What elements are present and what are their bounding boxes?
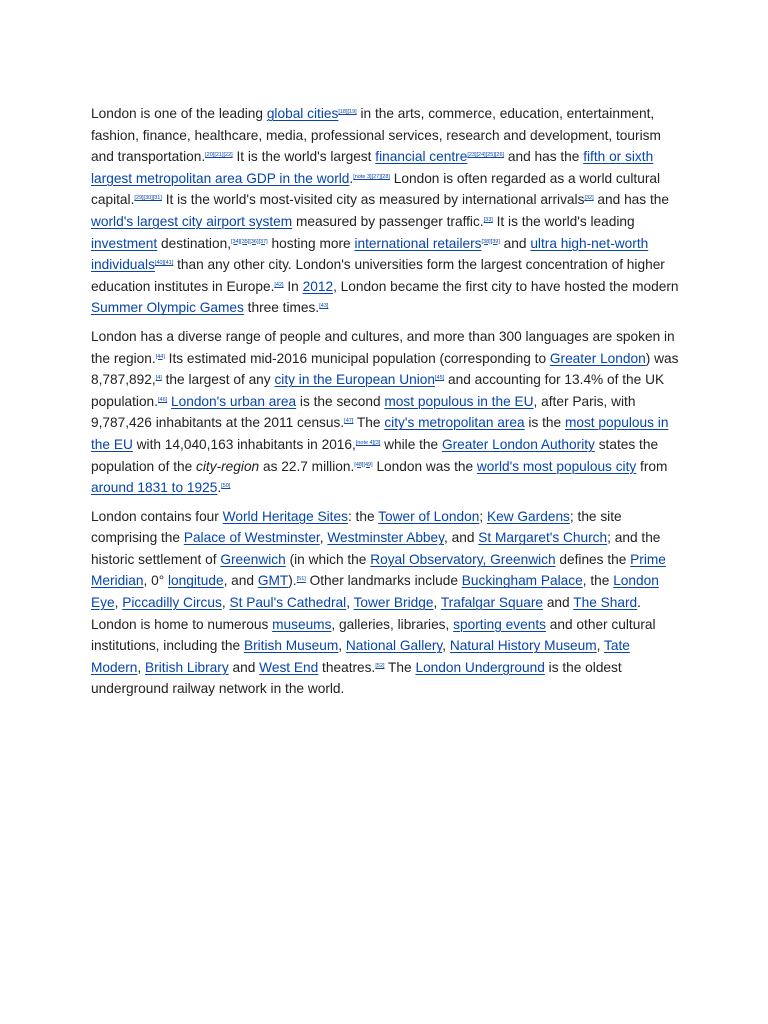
- body-text: ).: [288, 573, 297, 589]
- body-text: the largest of any: [161, 372, 275, 388]
- body-text: Other landmarks include: [305, 573, 462, 589]
- body-text: ,: [137, 659, 146, 675]
- body-text: ,: [346, 595, 354, 611]
- body-text: , and: [444, 530, 479, 546]
- link-piccadilly-circus[interactable]: Piccadilly Circus: [122, 595, 222, 611]
- link-greater-london-authority[interactable]: Greater London Authority: [441, 436, 595, 452]
- body-text: while the: [380, 436, 442, 452]
- body-text: It is the world's largest: [232, 149, 376, 165]
- link-greenwich[interactable]: Greenwich: [220, 551, 286, 567]
- link-most-populous-in-the-eu[interactable]: most populous in the EU: [91, 415, 669, 452]
- body-text: and accounting for 13.4% of the UK population.: [91, 372, 665, 409]
- link-international-retailers[interactable]: international retailers: [354, 235, 482, 251]
- citation-ref[interactable]: [45]: [435, 375, 445, 382]
- citation-ref[interactable]: [29][30][31]: [134, 195, 162, 202]
- citation-ref[interactable]: [51]: [296, 576, 306, 583]
- link-sporting-events[interactable]: sporting events: [453, 616, 546, 632]
- body-text: ,: [221, 595, 230, 611]
- body-text: is the: [524, 415, 565, 431]
- body-text: London is often regarded as a world cultural capital.: [91, 170, 661, 208]
- link-buckingham-palace[interactable]: Buckingham Palace: [461, 573, 583, 589]
- link-investment[interactable]: investment: [91, 235, 158, 251]
- link-st-margaret-s-church[interactable]: St Margaret's Church: [478, 530, 608, 546]
- link-financial-centre[interactable]: financial centre: [375, 149, 468, 165]
- body-text: ,: [596, 638, 605, 654]
- link-london-underground[interactable]: London Underground: [415, 659, 545, 675]
- body-text: The: [353, 415, 385, 431]
- body-text: , 0°: [143, 573, 168, 589]
- citation-ref[interactable]: [34][35][36][37]: [231, 238, 268, 245]
- link-longitude[interactable]: longitude: [168, 573, 224, 589]
- link-london-eye[interactable]: London Eye: [91, 573, 659, 611]
- body-text: .: [217, 480, 222, 496]
- body-text: ,: [338, 638, 346, 654]
- body-text: with 14,040,163 inhabitants in 2016,: [132, 436, 356, 452]
- link-royal-observatory-greenwich[interactable]: Royal Observatory, Greenwich: [370, 551, 556, 567]
- body-text: Its estimated mid-2016 municipal population (corresponding to: [164, 350, 550, 366]
- body-text: ) was 8,787,892,: [91, 350, 679, 388]
- body-text: ; the site comprising the: [91, 508, 622, 546]
- citation-ref[interactable]: [46]: [157, 396, 168, 403]
- body-text: measured by passenger traffic.: [292, 213, 484, 229]
- body-text: ;: [479, 508, 487, 524]
- link-westminster-abbey[interactable]: Westminster Abbey: [327, 530, 444, 546]
- emphasis-text: city-region: [196, 458, 260, 474]
- link-museums[interactable]: museums: [272, 616, 332, 632]
- link-palace-of-westminster[interactable]: Palace of Westminster: [183, 530, 320, 546]
- link-most-populous-in-the-eu[interactable]: most populous in the EU: [384, 393, 534, 409]
- link-2012[interactable]: 2012: [302, 278, 334, 294]
- link-tower-bridge[interactable]: Tower Bridge: [353, 595, 434, 611]
- body-text: (in which the: [285, 551, 371, 567]
- link-greater-london[interactable]: Greater London: [549, 350, 646, 366]
- citation-ref[interactable]: [23][24][25][26]: [467, 152, 505, 159]
- body-text: . London is home to numerous: [91, 595, 641, 632]
- body-text: defines the: [555, 551, 631, 567]
- body-text: states the population of the: [91, 436, 659, 474]
- body-text: It is the world's most-visited city as measured by international arrivals: [161, 192, 585, 208]
- citation-ref[interactable]: [48][49]: [354, 461, 373, 468]
- body-text: is the oldest underground railway network in the world.: [91, 659, 622, 697]
- link-city-s-metropolitan-area[interactable]: city's metropolitan area: [384, 415, 525, 431]
- citation-ref[interactable]: [33]: [483, 217, 493, 224]
- citation-ref[interactable]: [20][21][22]: [205, 152, 233, 159]
- body-text: ,: [319, 530, 328, 546]
- link-fifth-or-sixth-largest-metropolitan-area-gdp-in-the-world[interactable]: fifth or sixth largest metropolitan area GDP in the world: [91, 149, 654, 186]
- link-kew-gardens[interactable]: Kew Gardens: [486, 508, 570, 524]
- link-west-end[interactable]: West End: [259, 659, 319, 675]
- body-text: London is one of the leading: [91, 106, 267, 121]
- body-text: London has a diverse range of people and cultures, and more than 300 languages are spoken in the region.: [91, 328, 675, 366]
- citation-ref[interactable]: [note 4][3]: [355, 439, 381, 446]
- body-text: is the second: [296, 393, 385, 409]
- link-world-s-most-populous-city[interactable]: world's most populous city: [476, 458, 637, 474]
- link-summer-olympic-games[interactable]: Summer Olympic Games: [91, 300, 244, 316]
- body-text: and other cultural institutions, including the: [91, 616, 656, 654]
- link-global-cities[interactable]: global cities: [266, 106, 339, 121]
- body-text: ,: [114, 595, 123, 611]
- citation-ref[interactable]: [52]: [375, 662, 385, 669]
- body-text: and: [228, 659, 260, 675]
- link-tate-modern[interactable]: Tate Modern: [91, 638, 630, 675]
- link-british-library[interactable]: British Library: [145, 659, 229, 675]
- body-text: London was the: [372, 458, 477, 474]
- citation-ref[interactable]: [40][41]: [154, 260, 174, 267]
- body-text: and: [499, 235, 531, 251]
- body-text: .: [349, 170, 354, 186]
- body-text: ,: [433, 595, 441, 611]
- link-trafalgar-square[interactable]: Trafalgar Square: [440, 595, 544, 611]
- body-text: The: [384, 659, 416, 675]
- body-text: and: [543, 595, 574, 611]
- citation-ref[interactable]: [50]: [221, 483, 231, 490]
- citation-ref[interactable]: [47]: [344, 418, 354, 425]
- body-text: in the arts, commerce, education, entertainment, fashion, finance, healthcare, media, professional services, research and development, tourism and transportation.: [91, 106, 661, 165]
- citation-ref[interactable]: [44]: [155, 353, 165, 360]
- body-text: three times.: [243, 300, 320, 316]
- body-text: It is the world's leading: [492, 213, 635, 229]
- body-text: , London became the first city to have hosted the modern: [333, 278, 679, 294]
- citation-ref[interactable]: [38][39]: [481, 238, 500, 245]
- link-the-shard[interactable]: The Shard: [573, 595, 638, 611]
- body-text: theatres.: [318, 659, 376, 675]
- link-around-1831-to-1925[interactable]: around 1831 to 1925: [91, 480, 218, 496]
- body-text: , galleries, libraries,: [331, 616, 454, 632]
- body-text: , after Paris, with 9,787,426 inhabitants at the 2011 census.: [91, 393, 636, 431]
- body-text: ; and the historic settlement of: [91, 530, 661, 567]
- citation-ref[interactable]: [42]: [274, 281, 284, 288]
- link-ultra-high-net-worth-individuals[interactable]: ultra high-net-worth individuals: [91, 235, 649, 273]
- body-text: as 22.7 million.: [259, 458, 355, 474]
- link-world-s-largest-city-airport-system[interactable]: world's largest city airport system: [91, 213, 293, 229]
- link-gmt[interactable]: GMT: [257, 573, 289, 589]
- link-tower-of-london[interactable]: Tower of London: [378, 508, 480, 524]
- link-world-heritage-sites[interactable]: World Heritage Sites: [222, 508, 348, 524]
- citation-ref[interactable]: [43]: [319, 303, 329, 310]
- link-city-in-the-european-union[interactable]: city in the European Union: [274, 372, 435, 388]
- paragraph-global-city: [91, 103, 681, 319]
- body-text: ,: [442, 638, 450, 654]
- link-british-museum[interactable]: British Museum: [243, 638, 339, 654]
- body-text: , the: [582, 573, 614, 589]
- body-text: London contains four: [91, 508, 223, 524]
- citation-ref[interactable]: [32]: [584, 195, 594, 202]
- body-text: In: [283, 278, 303, 294]
- link-st-paul-s-cathedral[interactable]: St Paul's Cathedral: [229, 595, 347, 611]
- body-text: and has the: [504, 149, 584, 165]
- paragraph-population: [91, 326, 681, 499]
- body-text: : the: [347, 508, 379, 524]
- citation-ref[interactable]: [note 3][27][28]: [353, 173, 390, 180]
- link-national-gallery[interactable]: National Gallery: [345, 638, 443, 654]
- body-text: and has the: [593, 192, 669, 208]
- citation-ref[interactable]: [18][19]: [338, 109, 357, 116]
- body-text: , and: [223, 573, 258, 589]
- citation-ref[interactable]: [4]: [155, 375, 162, 382]
- body-text: from: [636, 458, 668, 474]
- body-text: destination,: [157, 235, 231, 251]
- link-natural-history-museum[interactable]: Natural History Museum: [449, 638, 597, 654]
- link-london-s-urban-area[interactable]: London's urban area: [170, 393, 297, 409]
- body-text: than any other city. London's universities form the largest concentration of higher education institutes in Europe.: [91, 257, 665, 294]
- body-text: hosting more: [267, 235, 355, 251]
- link-prime-meridian[interactable]: Prime Meridian: [91, 551, 666, 589]
- article-body: [91, 103, 681, 707]
- paragraph-landmarks: [91, 506, 681, 700]
